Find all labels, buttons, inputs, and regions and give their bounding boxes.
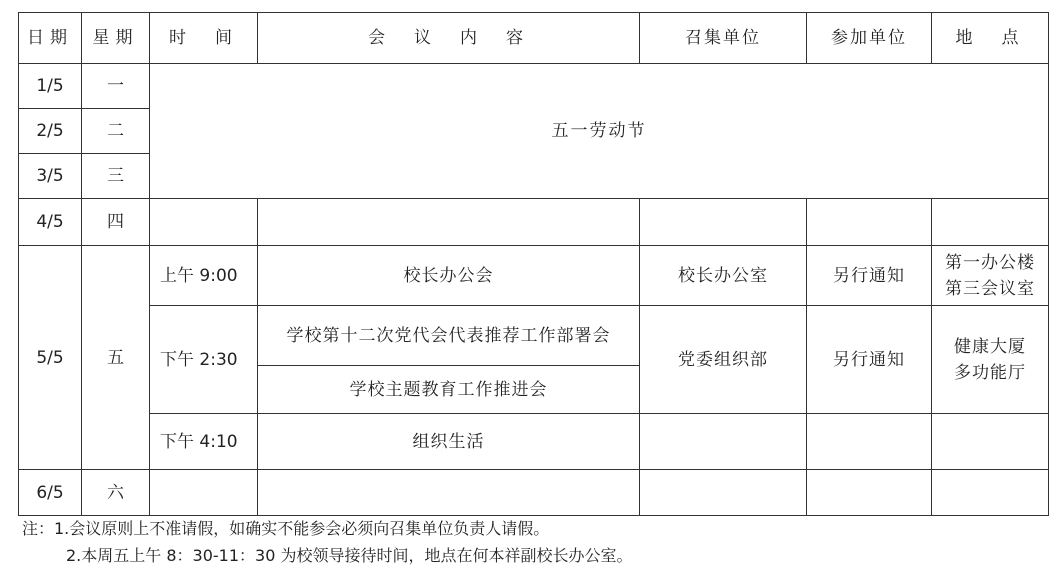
table-row (19, 199, 1049, 246)
time-cell: 下午 4:10 (150, 414, 258, 470)
location-cell (932, 414, 1049, 470)
location-cell (932, 246, 1049, 306)
header-time: 时 间 (150, 13, 258, 64)
time-cell (150, 199, 258, 246)
content-cell: 校长办公会 (258, 246, 640, 306)
location-cell (932, 470, 1049, 516)
participant-cell (807, 414, 932, 470)
organizer-cell (640, 199, 807, 246)
weekday-cell: 四 (82, 199, 150, 246)
header-location: 地 点 (932, 13, 1049, 64)
time-cell: 下午 2:30 (150, 306, 258, 414)
time-cell (150, 470, 258, 516)
footnotes (22, 515, 632, 569)
participant-cell (807, 470, 932, 516)
date-cell: 6/5 (19, 470, 82, 516)
header-participant: 参加单位 (807, 13, 932, 64)
date-cell: 5/5 (19, 246, 82, 470)
table-row (19, 470, 1049, 516)
organizer-cell (640, 414, 807, 470)
table-row (19, 64, 1049, 109)
table-row (19, 414, 1049, 470)
table-row (19, 306, 1049, 366)
weekday-cell: 一 (82, 64, 150, 109)
location-cell (932, 306, 1049, 414)
time-cell: 上午 9:00 (150, 246, 258, 306)
date-cell: 4/5 (19, 199, 82, 246)
date-cell: 2/5 (19, 109, 82, 154)
note-line-1: 注：1.会议原则上不准请假，如确实不能参会必须向召集单位负责人请假。 (22, 519, 550, 538)
content-cell: 组织生活 (258, 414, 640, 470)
table-row (19, 246, 1049, 306)
header-organizer: 召集单位 (640, 13, 807, 64)
participant-cell: 另行通知 (807, 246, 932, 306)
location-line: 健康大厦 (954, 336, 1026, 357)
participant-cell: 另行通知 (807, 306, 932, 414)
organizer-cell (640, 470, 807, 516)
organizer-cell: 党委组织部 (640, 306, 807, 414)
content-cell: 学校主题教育工作推进会 (258, 366, 640, 414)
weekday-cell: 二 (82, 109, 150, 154)
weekday-cell: 三 (82, 154, 150, 199)
weekly-meeting-schedule (18, 12, 1049, 516)
location-cell (932, 199, 1049, 246)
header-row (19, 13, 1049, 64)
header-weekday: 星期 (82, 13, 150, 64)
header-date: 日期 (19, 13, 82, 64)
location-line: 第一办公楼 (945, 252, 1035, 273)
date-cell: 3/5 (19, 154, 82, 199)
note-line-2: 2.本周五上午 8：30-11：30 为校领导接待时间，地点在何本祥副校长办公室。 (66, 546, 633, 565)
content-cell (258, 470, 640, 516)
date-cell: 1/5 (19, 64, 82, 109)
location-line: 多功能厅 (954, 362, 1026, 383)
participant-cell (807, 199, 932, 246)
content-cell: 学校第十二次党代会代表推荐工作部署会 (258, 306, 640, 366)
weekday-cell: 六 (82, 470, 150, 516)
location-line: 第三会议室 (945, 278, 1035, 299)
weekday-cell: 五 (82, 246, 150, 470)
header-content: 会 议 内 容 (258, 13, 640, 64)
organizer-cell: 校长办公室 (640, 246, 807, 306)
content-cell (258, 199, 640, 246)
holiday-cell: 五一劳动节 (150, 64, 1049, 199)
